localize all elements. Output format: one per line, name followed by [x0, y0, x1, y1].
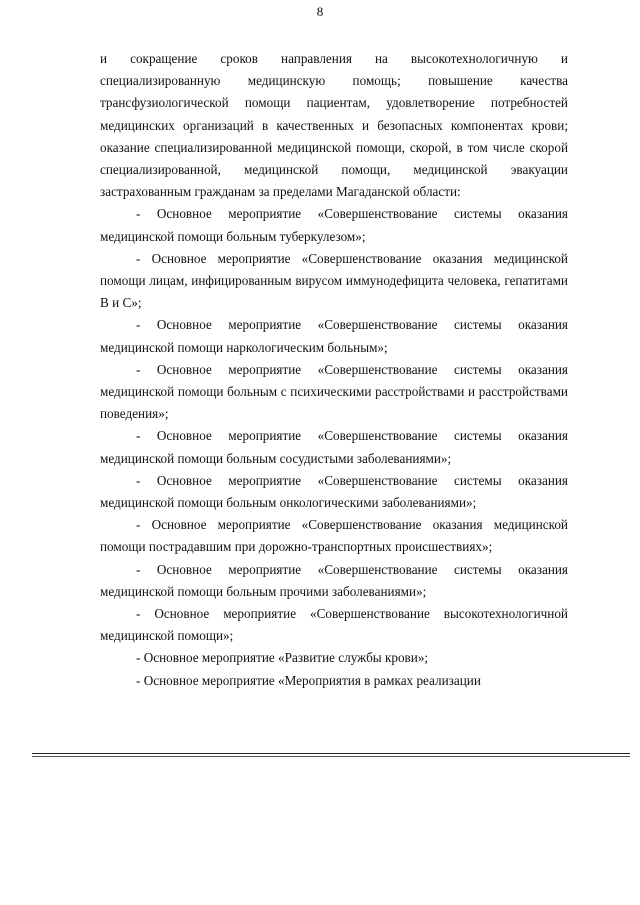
list-item: - Основное мероприятие «Развитие службы крови»; — [136, 650, 429, 666]
list-item: - Основное мероприятие «Мероприятия в рамках реализации — [136, 672, 481, 688]
list-item: - Основное мероприятие «Совершенствование системы оказания медицинской помощи наркологическим больным»; — [100, 317, 568, 355]
list-item: - Основное мероприятие «Совершенствование системы оказания медицинской помощи больным с психическими расстройствами и расстройствами поведения»; — [100, 361, 568, 422]
list-item: - Основное мероприятие «Совершенствование высокотехнологичной медицинской помощи»; — [100, 606, 568, 644]
list-item: - Основное мероприятие «Совершенствование оказания медицинской помощи пострадавшим при дорожно-транспортных происшествиях»; — [100, 517, 568, 555]
list-item: - Основное мероприятие «Совершенствование системы оказания медицинской помощи больным прочими заболеваниями»; — [100, 561, 568, 599]
document-body — [100, 48, 568, 692]
list-item: - Основное мероприятие «Совершенствование системы оказания медицинской помощи больным онкологическими заболеваниями»; — [100, 472, 568, 511]
list-item: - Основное мероприятие «Совершенствование оказания медицинской помощи лицам, инфицированным вирусом иммунодефицита человека, гепатитами В и С»; — [100, 250, 568, 311]
paragraph-intro: и сокращение сроков направления на высокотехнологичную и специализированную медицинскую помощь; повышение качества трансфузиологической помощи пациентам, удовлетворение потребностей медицинских организаций в качественных и безопасных компонентах крови; оказание специализированной медицинской помощи, скорой, в том числе скорой специализированной, медицинской помощи, медицинской эвакуации застрахованным гражданам за пределами Магаданской области: — [100, 51, 568, 200]
list-item: - Основное мероприятие «Совершенствование системы оказания медицинской помощи больным туберкулезом»; — [100, 206, 568, 244]
page-bottom-rule-thin — [32, 756, 630, 757]
page-bottom-rule — [32, 753, 630, 754]
list-item: - Основное мероприятие «Совершенствование системы оказания медицинской помощи больным сосудистыми заболеваниями»; — [100, 428, 568, 466]
page-number: 8 — [316, 4, 324, 19]
